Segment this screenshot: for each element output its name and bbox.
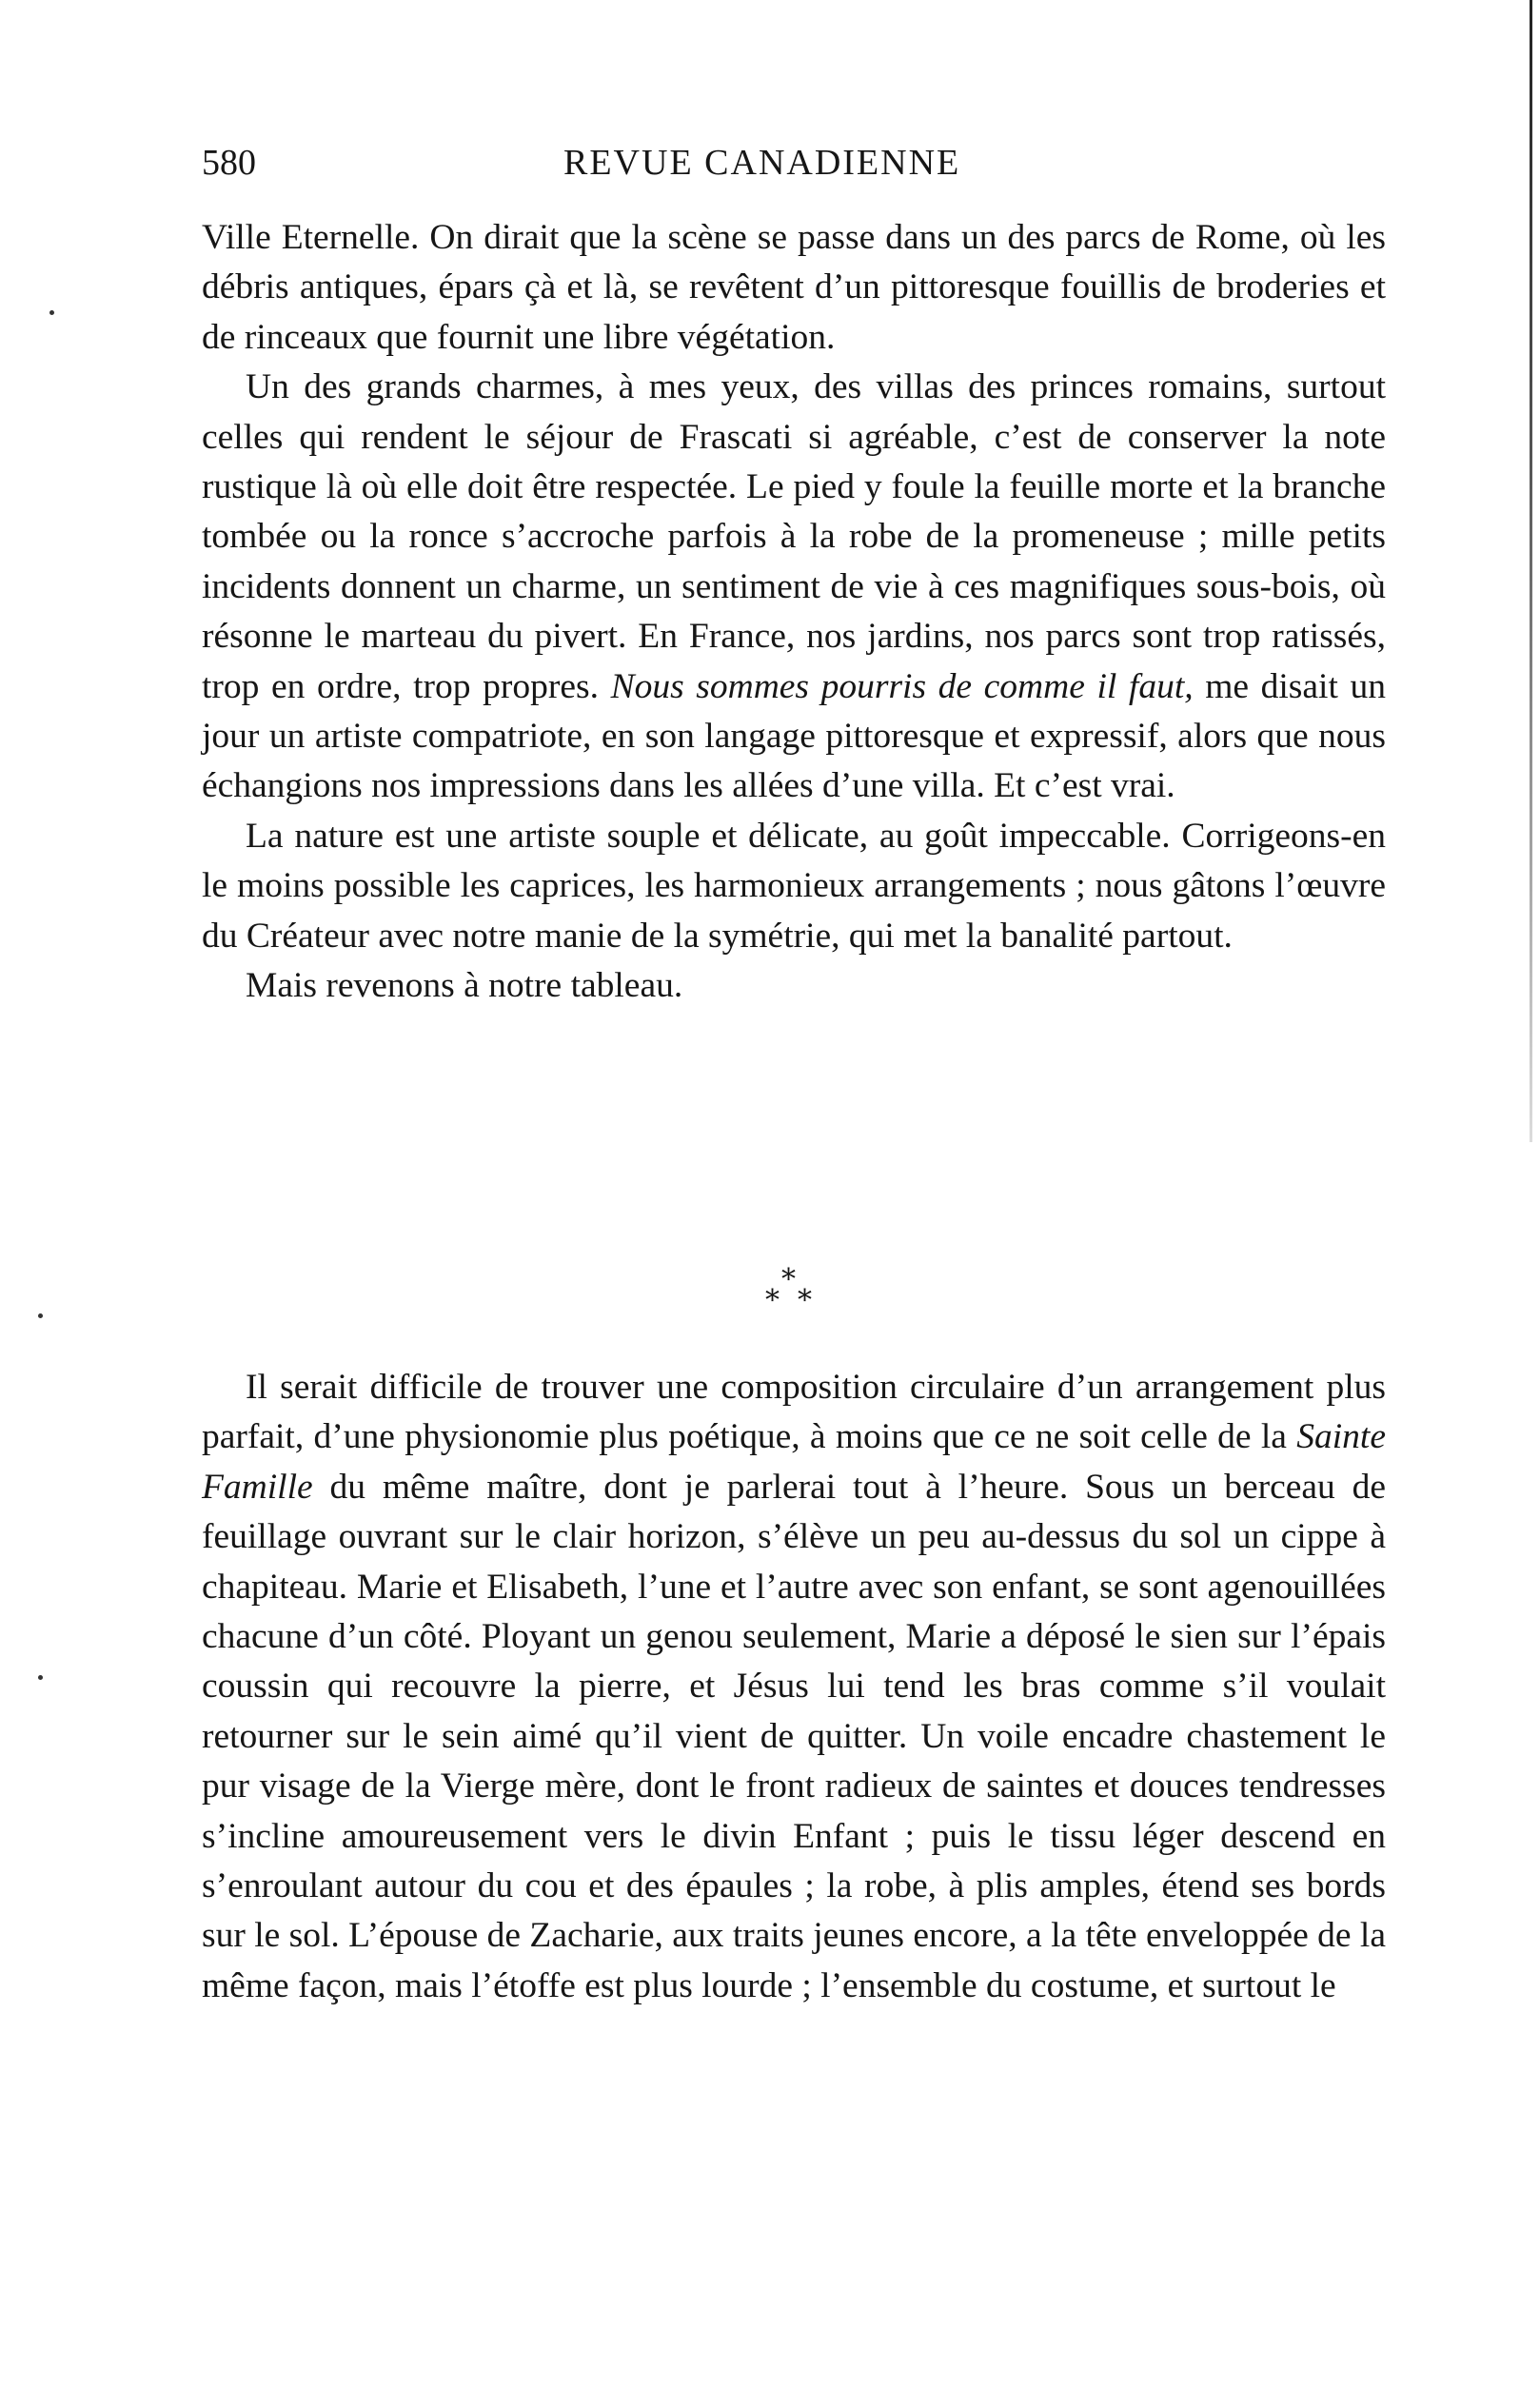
paragraph-2-text-a: Un des grands charmes, à mes yeux, des villas des princes romains, surtout celles qui rendent le séjour de Frascati si agréable, c’est de conserver la note rustique là où elle doit être respectée. Le pied y foule la feuille morte et la branche tombée ou la ronce s’accroche parfois à la robe de la promeneuse ; mille petits incidents donnent un charme, un sentiment de vie à ces magnifiques sous-bois, où résonne le marteau du pivert. En France, nos jardins, nos parcs sont trop ratissés, trop en ordre, trop propres.: [202, 367, 1386, 706]
paragraph-1: Ville Eternelle. On dirait que la scène se passe dans un des parcs de Rome, où les débris antiques, épars çà et là, se revêtent d’un pittoresque fouillis de broderies et de rinceaux que fournit une libre végétation.: [202, 218, 1386, 357]
paragraph-4: Mais revenons à notre tableau.: [246, 966, 683, 1006]
separator-star: *: [798, 1284, 812, 1317]
scan-speck: [38, 1675, 43, 1680]
page-number: 580: [202, 143, 256, 183]
scan-speck: [49, 310, 54, 315]
text-section-2: [202, 1363, 1386, 2011]
scan-speck: [38, 1313, 43, 1318]
paragraph-5-italic: Sainte Famille: [202, 1417, 1386, 1507]
paragraph-2: [202, 363, 1386, 812]
paragraph-5: [202, 1363, 1386, 2011]
paragraph-5-text-b: du même maître, dont je parlerai tout à l’heure. Sous un berceau de feuillage ouvrant sur le clair horizon, s’élève un peu au-dessus du sol un cippe à chapiteau. Marie et Elisabeth, l’une et l’autre avec son enfant, se sont agenouillées chacune d’un côté. Ployant un genou seulement, Marie a déposé le sien sur l’épais coussin qui recouvre la pierre, et Jésus lui tend les bras comme s’il voulait retourner sur le sein aimé qu’il vient de quitter. Un voile encadre chastement le pur visage de la Vierge mère, dont le front radieux de saintes et douces tendresses s’incline amoureusement vers le divin Enfant ; puis le tissu léger descend en s’enroulant autour du cou et des épaules ; la robe, à plis amples, étend ses bords sur le sol. L’épouse de Zacharie, aux traits jeunes encore, a la tête enveloppée de la même façon, mais l’étoffe est plus lourde ; l’ensemble du costume, et surtout le: [202, 1467, 1386, 2005]
running-title: REVUE CANADIENNE: [563, 143, 961, 183]
section-separator: [742, 1263, 857, 1332]
page-header: [202, 139, 1382, 187]
paragraph-2-italic: Nous sommes pourris de comme il faut,: [610, 666, 1194, 706]
separator-star: *: [781, 1263, 796, 1296]
scan-edge-line: [1530, 0, 1532, 1142]
paragraph-2-text-b: me disait un jour un artiste compatriote, en son langage pittoresque et expressif, alors que nous échangions nos impressions dans les allées d’une villa. Et c’est vrai.: [202, 666, 1386, 806]
paragraph-3: La nature est une artiste souple et délicate, au goût impeccable. Corrigeons-en le moins possible les caprices, les harmonieux arrangements ; nous gâtons l’œuvre du Créateur avec notre manie de la symétrie, qui met la banalité partout.: [202, 816, 1386, 956]
text-section-1: [202, 213, 1386, 1012]
separator-star: *: [765, 1284, 780, 1317]
paragraph-5-text-a: Il serait difficile de trouver une composition circulaire d’un arrangement plus parfait, d’une physionomie plus poétique, à moins que ce ne soit celle de la: [202, 1368, 1386, 1457]
